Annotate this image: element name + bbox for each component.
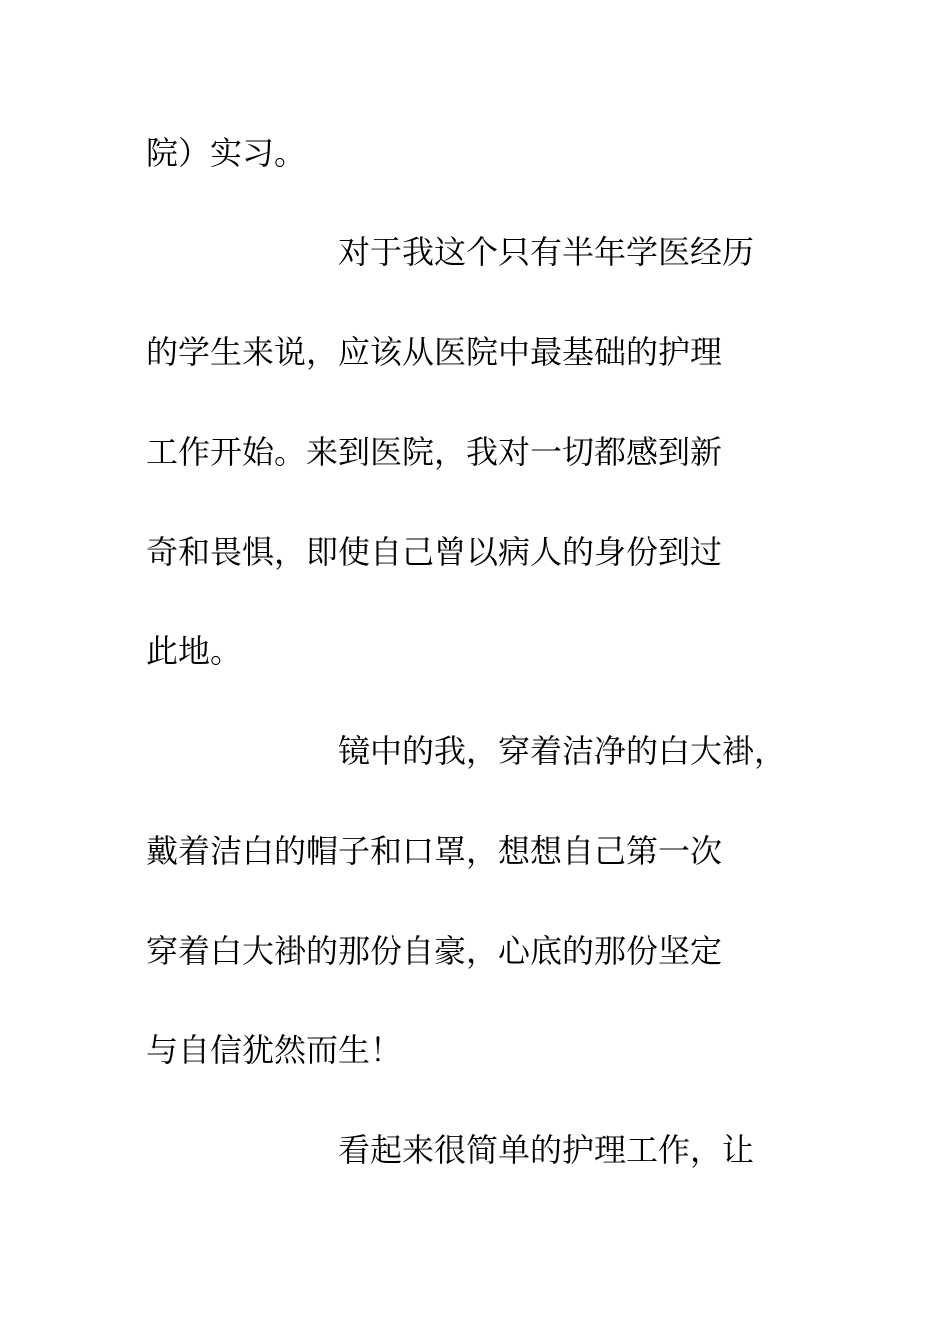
text-line-4: 工作开始。来到医院，我对一切都感到新 (146, 433, 723, 471)
text-line-6: 此地。 (146, 632, 243, 670)
text-line-8: 戴着洁白的帽子和口罩，想想自己第一次 (146, 832, 723, 870)
text-line-11: 看起来很简单的护理工作，让 (338, 1131, 755, 1169)
text-line-1: 院）实习。 (146, 134, 307, 172)
text-line-10: 与自信犹然而生！ (146, 1031, 403, 1069)
text-line-7: 镜中的我，穿着洁净的白大褂， (338, 732, 787, 770)
text-line-9: 穿着白大褂的那份自豪，心底的那份坚定 (146, 932, 723, 970)
text-line-2: 对于我这个只有半年学医经历 (338, 233, 755, 271)
text-line-3: 的学生来说，应该从医院中最基础的护理 (146, 333, 723, 371)
text-line-5: 奇和畏惧，即使自己曾以病人的身份到过 (146, 533, 723, 571)
